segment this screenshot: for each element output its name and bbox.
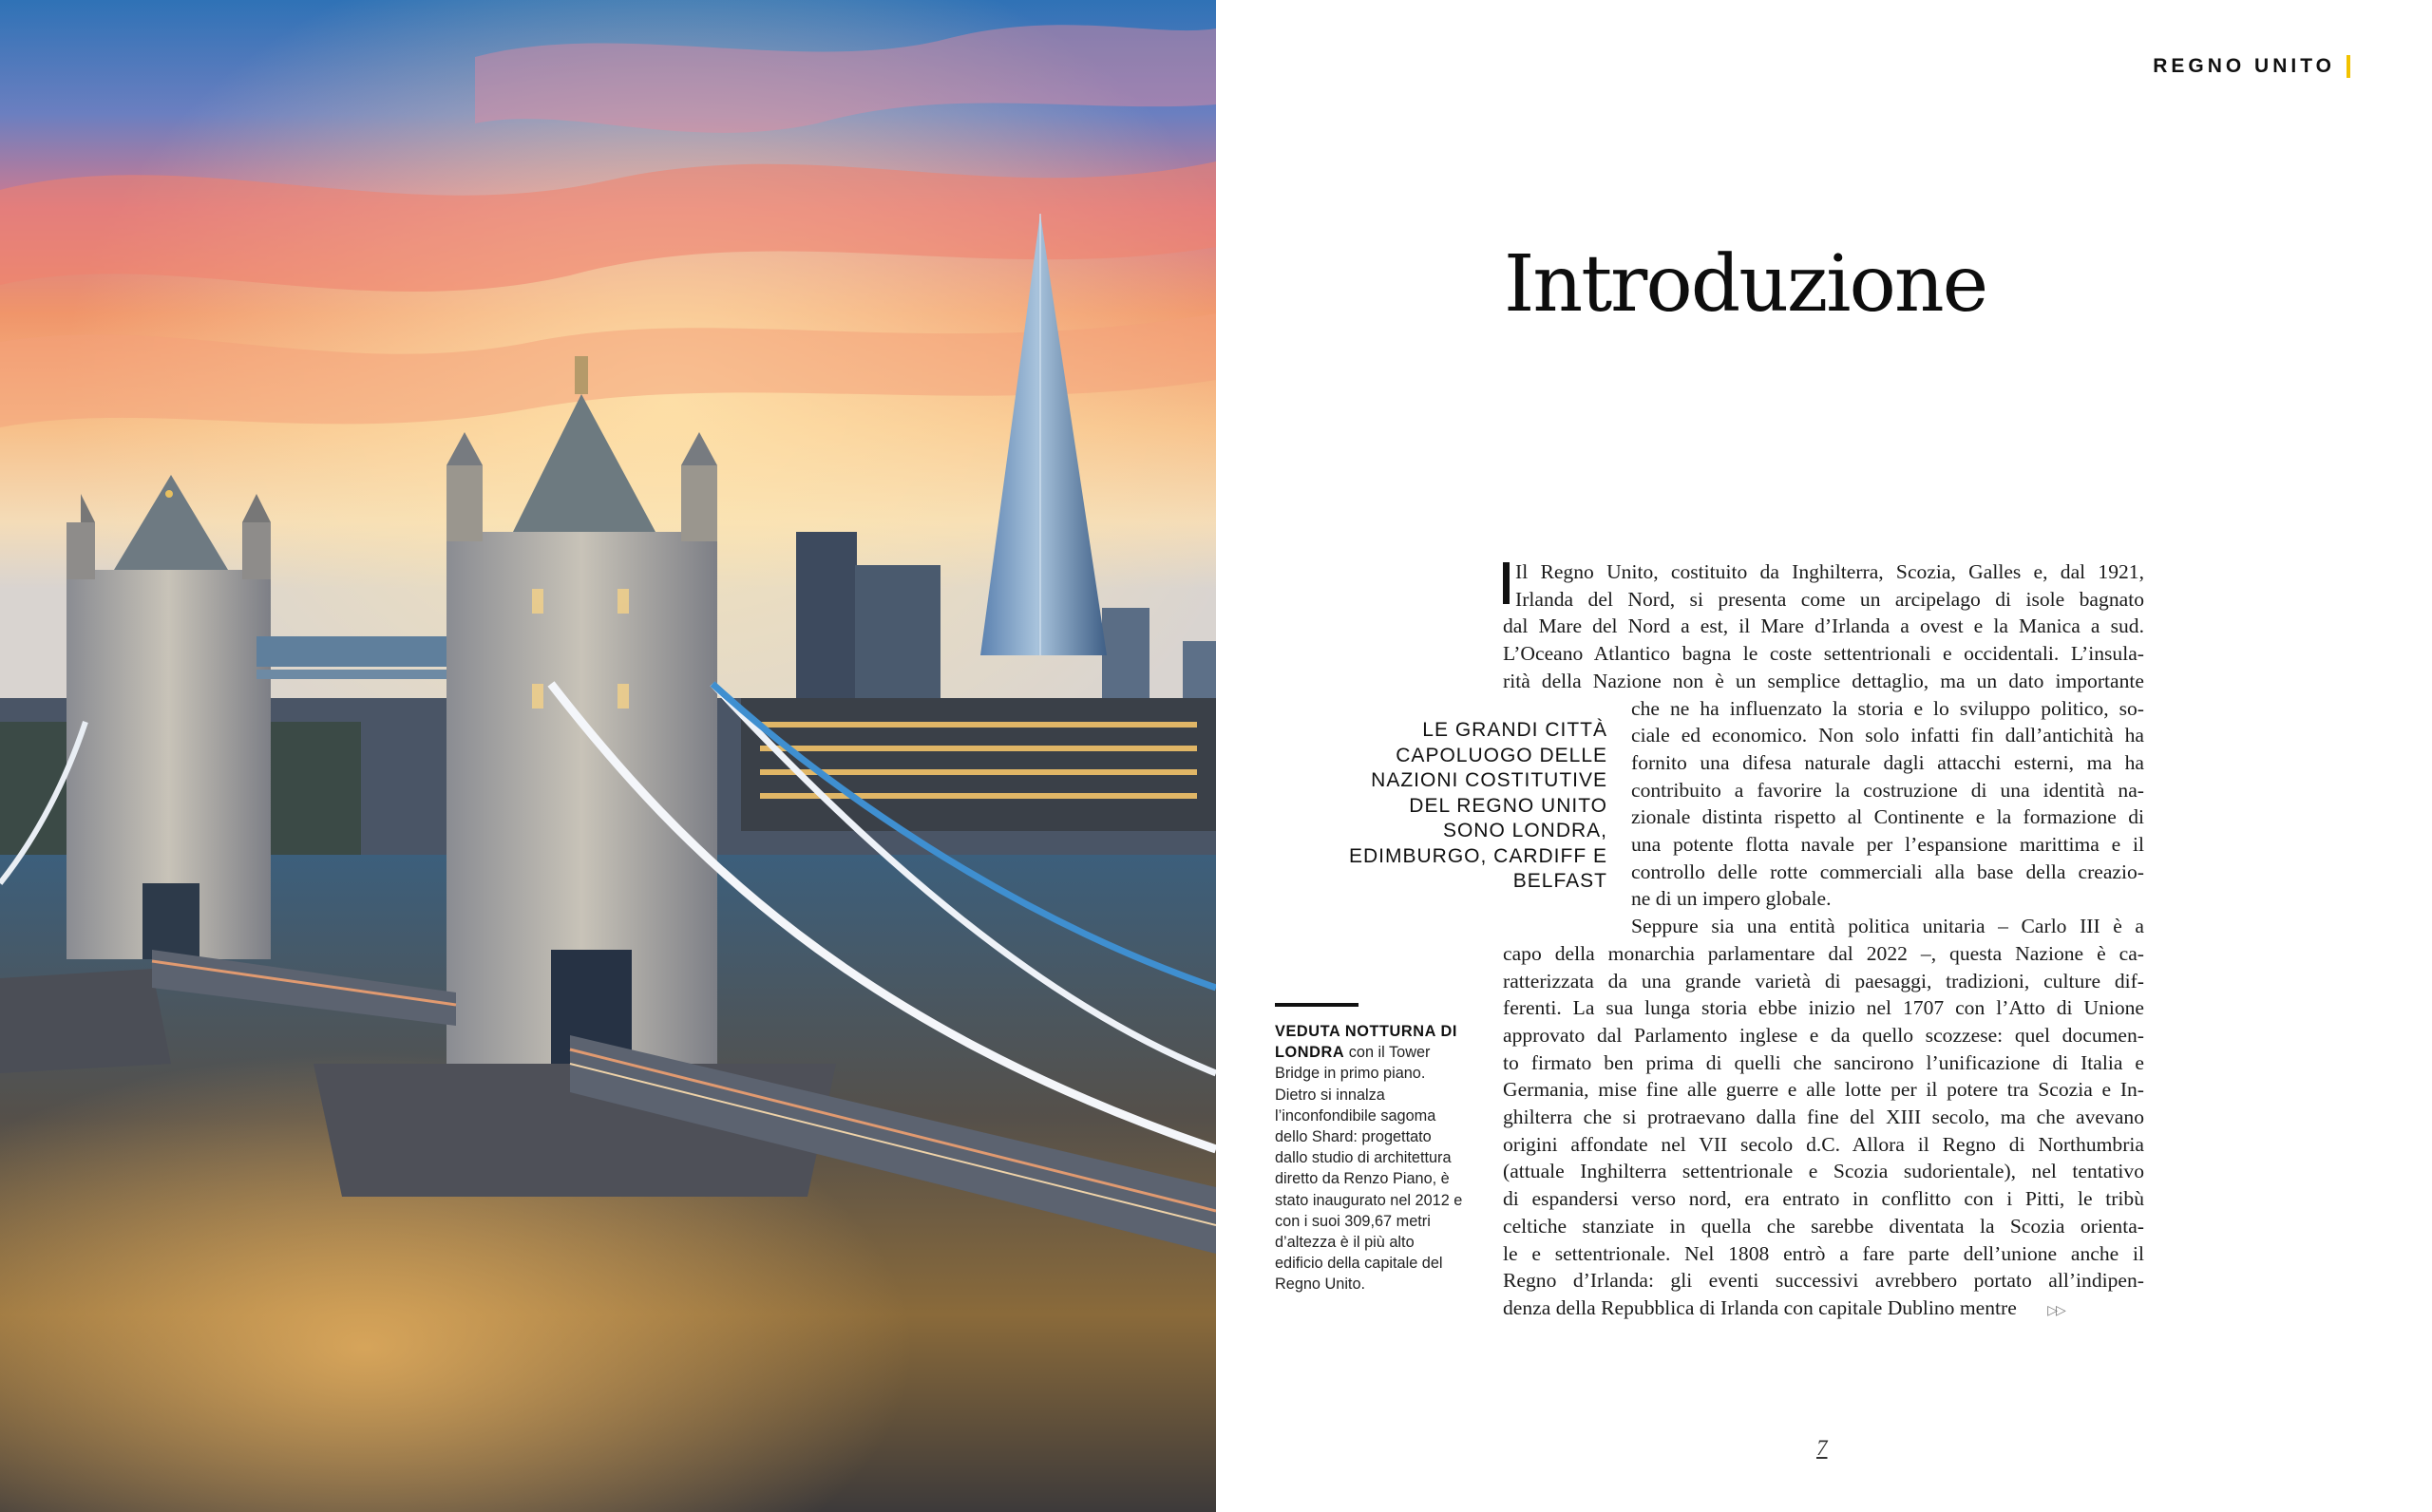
body-line: Il Regno Unito, costituito da Inghilterra, Scozia, Galles e, dal 1921, <box>1515 560 2144 583</box>
body-line: Germania, mise fine alle guerre e alle lotte per il potere tra Scozia e In- <box>1503 1078 2144 1102</box>
body-line: Seppure sia una entità politica unitaria – Carlo III è a <box>1631 915 2144 938</box>
body-line: ferenti. La sua lunga storia ebbe inizio nel 1707 con l’Atto di Unione <box>1503 996 2144 1020</box>
body-line: dal Mare del Nord a est, il Mare d’Irlanda a ovest e la Manica a sud. <box>1503 614 2144 638</box>
body-line: di espandersi verso nord, era entrato in conflitto con i Pitti, le tribù <box>1503 1187 2144 1211</box>
drop-cap-bar <box>1503 562 1510 604</box>
body-line: ne di un impero globale. <box>1631 887 1832 911</box>
caption-heading: VEDUTA NOTTURNA DI LONDRA <box>1275 1023 1457 1062</box>
body-line: le e settentrionale. Nel 1808 entrò a fare parte dell’unione anche il <box>1503 1241 2144 1265</box>
running-head-label: REGNO UNITO <box>2153 55 2335 77</box>
running-head <box>2153 55 2335 78</box>
body-line: celtiche stanziate in quella che sarebbe diventata la Scozia orienta- <box>1503 1214 2144 1238</box>
double-triangle-right-icon: ▷▷ <box>2047 1302 2064 1318</box>
body-line: denza della Repubblica di Irlanda con capitale Dublino mentre <box>1503 1295 2017 1319</box>
caption-text: con il Tower Bridge in primo piano. Dietro si innalza l’inconfondibile sagoma dello Shard: progettato dallo studio di architettura diretto da Renzo Piano, è stato inaugurato nel 2012 e con i suoi 309,67 metri d’altezza è il più alto edificio della capitale del Regno Unito. <box>1275 1044 1463 1294</box>
body-line: una potente flotta navale per l’espansione marittima e il <box>1631 833 2144 857</box>
body-line: Regno d’Irlanda: gli eventi successivi avrebbero portato all’indipen- <box>1503 1269 2144 1293</box>
page-title: Introduzione <box>1504 239 1987 330</box>
body-line: contribuito a favorire la costruzione di una identità na- <box>1631 778 2144 802</box>
body-line: che ne ha influenzato la storia e lo sviluppo politico, so- <box>1631 696 2144 720</box>
body-line: zionale distinta rispetto al Continente e la formazione di <box>1631 805 2144 829</box>
body-line: ghilterra che si protraevano dalla fine del XIII secolo, ma che avevano <box>1503 1106 2144 1129</box>
body-line: approvato dal Parlamento inglese e da quello scozzese: quel documen- <box>1503 1023 2144 1047</box>
body-line: rità della Nazione non è un semplice dettaglio, ma un dato importante <box>1503 669 2144 692</box>
photo-caption <box>1275 1021 1465 1295</box>
body-line: Irlanda del Nord, si presenta come un arcipelago di isole bagnato <box>1515 587 2144 611</box>
accent-bar <box>2346 55 2350 78</box>
body-line: (attuale Inghilterra settentrionale e Scozia sudorientale), nel tentativo <box>1503 1160 2144 1183</box>
body-line: controllo delle rotte commerciali alla base della creazio- <box>1631 860 2144 883</box>
body-line: capo della monarchia parlamentare dal 2022 –, questa Nazione è ca- <box>1503 941 2144 965</box>
body-line: to firmato ben prima di quelli che sancirono l’unificazione di Italia e <box>1503 1050 2144 1074</box>
body-line: origini affondate nel VII secolo d.C. Allora il Regno di Northumbria <box>1503 1132 2144 1156</box>
body-line: ciale ed economico. Non solo infatti fin dall’antichità ha <box>1631 724 2144 747</box>
body-line: fornito una difesa naturale dagli attacchi esterni, ma ha <box>1631 750 2144 774</box>
body-line: L’Oceano Atlantico bagna le coste settentrionali e occidentali. L’insula- <box>1503 642 2144 666</box>
body-line: ratterizzata da una grande varietà di paesaggi, tradizioni, culture dif- <box>1503 969 2144 992</box>
caption-rule <box>1275 1003 1358 1007</box>
body-line-last <box>1503 1295 2144 1325</box>
page-number: 7 <box>1816 1436 1828 1460</box>
body-text <box>1503 558 2144 1325</box>
pull-quote: LE GRANDI CITTÀ CAPOLUOGO DELLE NAZIONI COSTITUTIVE DEL REGNO UNITO SONO LONDRA, EDIMBURGO, CARDIFF E BELFAST <box>1348 719 1607 892</box>
